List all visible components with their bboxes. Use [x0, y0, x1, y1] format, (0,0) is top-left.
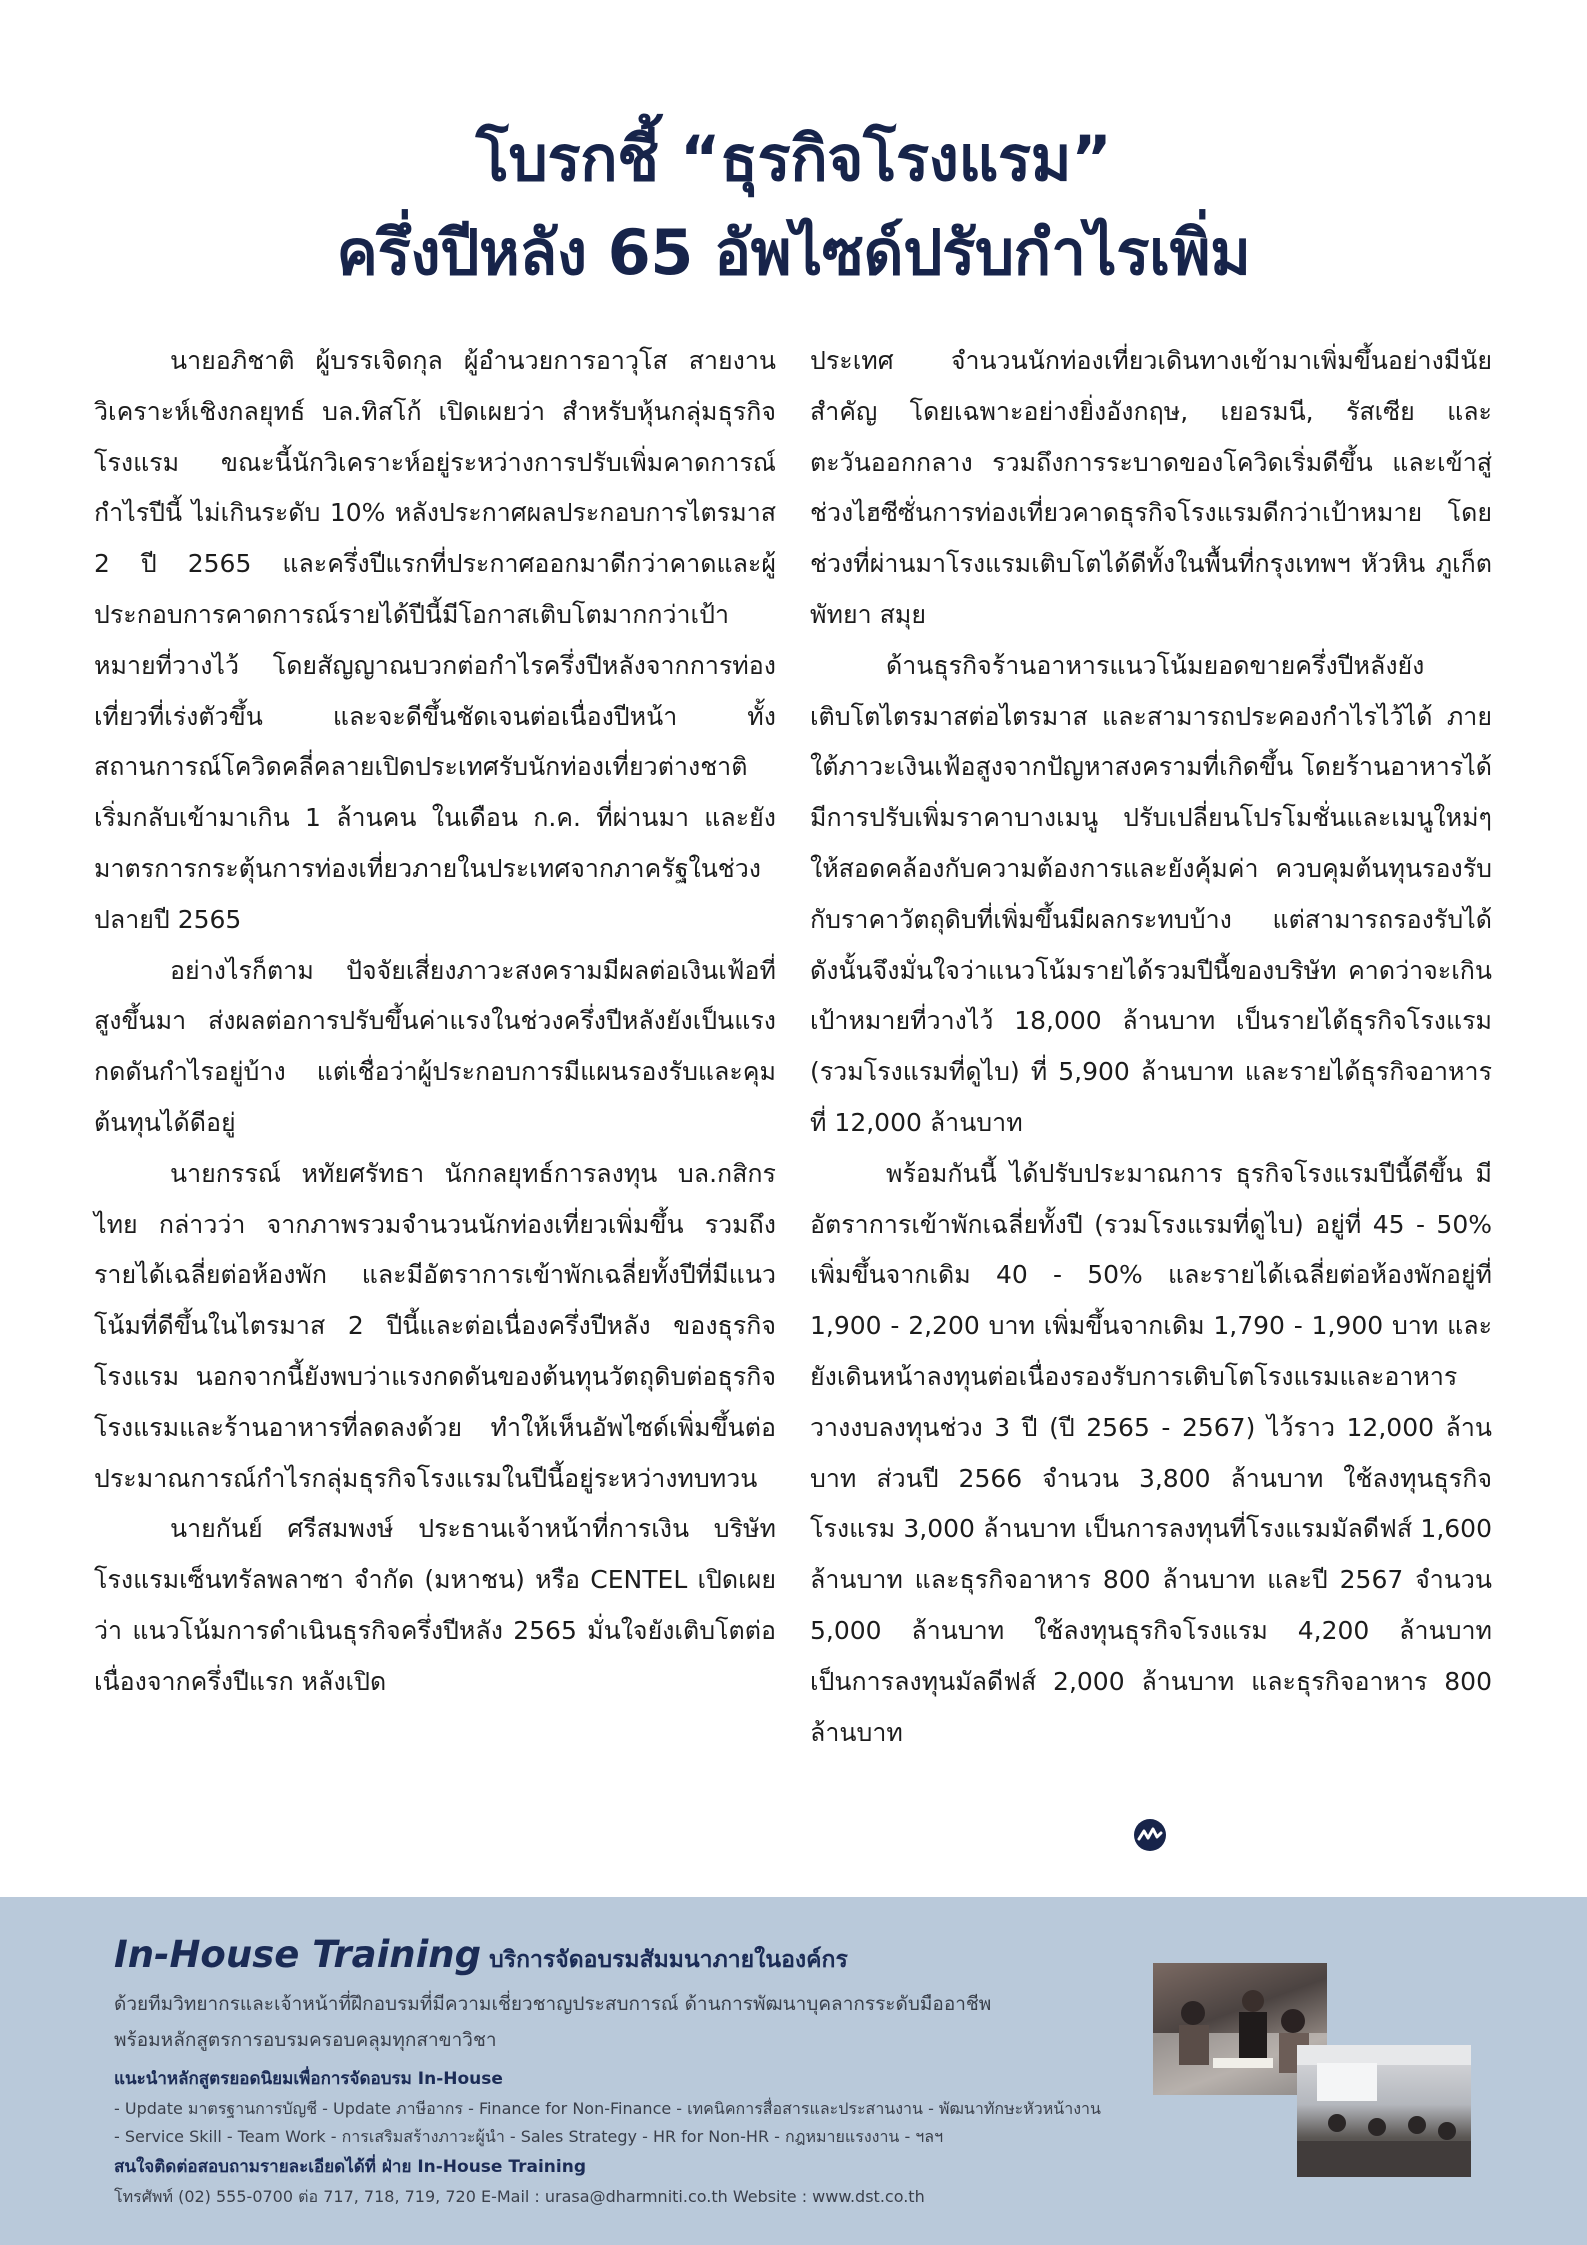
left-column — [94, 336, 776, 1856]
paragraph: ประเทศ จำนวนนักท่องเที่ยวเดินทางเข้ามาเพิ่มขึ้นอย่างมีนัยสำคัญ โดยเฉพาะอย่างยิ่งอังกฤษ, เยอรมนี, รัสเซีย และตะวันออกกลาง รวมถึงการระบาดของโควิดเริ่มดีขึ้น และเข้าสู่ช่วงไฮซีซั่นการท่องเที่ยวคาดธุรกิจโรงแรมดีกว่าเป้าหมาย โดยช่วงที่ผ่านมาโรงแรมเติบโตได้ดีทั้งในพื้นที่กรุงเทพฯ หัวหิน ภูเก็ต พัทยา สมุย — [810, 346, 1492, 629]
paragraph: พร้อมกันนี้ ได้ปรับประมาณการ ธุรกิจโรงแรมปีนี้ดีขึ้น มีอัตราการเข้าพักเฉลี่ยทั้งปี (รวมโรงแรมที่ดูไบ) อยู่ที่ 45 - 50% เพิ่มขึ้นจากเดิม 40 - 50% และรายได้เฉลี่ยต่อห้องพักอยู่ที่ 1,900 - 2,200 บาท เพิ่มขึ้นจากเดิม 1,790 - 1,900 บาท และยังเดินหน้าลงทุนต่อเนื่องรองรับการเติบโตโรงแรมและอาหาร วางงบลงทุนช่วง 3 ปี (ปี 2565 - 2567) ไว้ราว 12,000 ล้านบาท ส่วนปี 2566 จำนวน 3,800 ล้านบาท ใช้ลงทุนธุรกิจโรงแรม 3,000 ล้านบาท เป็นการลงทุนที่โรงแรมมัลดีฟส์ 1,600 ล้านบาท และธุรกิจอาหาร 800 ล้านบาท และปี 2567 จำนวน 5,000 ล้านบาท ใช้ลงทุนธุรกิจโรงแรม 4,200 ล้านบาท เป็นการลงทุนมัลดีฟส์ 2,000 ล้านบาท และธุรกิจอาหาร 800 ล้านบาท — [810, 1158, 1492, 1747]
banner-description-2: พร้อมหลักสูตรการอบรมครอบคลุมทุกสาขาวิชา — [114, 2029, 497, 2051]
course-list-2: - Service Skill - Team Work - การเสริมสร้างภาวะผู้นำ - Sales Strategy - HR for Non-HR - กฎหมายแรงงาน - ฯลฯ — [114, 2127, 944, 2146]
seminar-room-photo — [1297, 2045, 1471, 2177]
contact-info: โทรศัพท์ (02) 555-0700 ต่อ 717, 718, 719, 720 E-Mail : urasa@dharmniti.co.th Website : www.dst.co.th — [114, 2187, 925, 2206]
paragraph: ด้านธุรกิจร้านอาหารแนวโน้มยอดขายครึ่งปีหลังยังเติบโตไตรมาสต่อไตรมาส และสามารถประคองกำไรไว้ได้ ภายใต้ภาวะเงินเฟ้อสูงจากปัญหาสงครามที่เกิดขึ้น โดยร้านอาหารได้มีการปรับเพิ่มราคาบางเมนู ปรับเปลี่ยนโปรโมชั่นและเมนูใหม่ๆ ให้สอดคล้องกับความต้องการและยังคุ้มค่า ควบคุมต้นทุนรองรับกับราคาวัตถุดิบที่เพิ่มขึ้นมีผลกระทบบ้าง แต่สามารถรองรับได้ ดังนั้นจึงมั่นใจว่าแนวโน้มรายได้รวมปีนี้ของบริษัท คาดว่าจะเกินเป้าหมายที่วางไว้ 18,000 ล้านบาท เป็นรายได้ธุรกิจโรงแรม (รวมโรงแรมที่ดูไบ) ที่ 5,900 ล้านบาท และรายได้ธุรกิจอาหารที่ 12,000 ล้านบาท — [810, 650, 1492, 1137]
banner-subtitle: บริการจัดอบรมสัมมนาภายในองค์กร — [489, 1947, 848, 1973]
banner-brand: In-House Training — [114, 1933, 482, 1976]
paragraph: นายอภิชาติ ผู้บรรเจิดกุล ผู้อำนวยการอาวุโส สายงานวิเคราะห์เชิงกลยุทธ์ บล.ทิสโก้ เปิดเผยว่า สำหรับหุ้นกลุ่มธุรกิจโรงแรม ขณะนี้นักวิเคราะห์อยู่ระหว่างการปรับเพิ่มคาดการณ์กำไรปีนี้ ไม่เกินระดับ 10% หลังประกาศผลประกอบการไตรมาส 2 ปี 2565 และครึ่งปีแรกที่ประกาศออกมาดีกว่าคาดและผู้ประกอบการคาดการณ์รายได้ปีนี้มีโอกาสเติบโตมากกว่าเป้าหมายที่วางไว้ โดยสัญญาณบวกต่อกำไรครึ่งปีหลังจากการท่องเที่ยวที่เร่งตัวขึ้น และจะดีขึ้นชัดเจนต่อเนื่องปีหน้า ทั้งสถานการณ์โควิดคลี่คลายเปิดประเทศรับนักท่องเที่ยวต่างชาติ เริ่มกลับเข้ามาเกิน 1 ล้านคน ในเดือน ก.ค. ที่ผ่านมา และยังมาตรการกระตุ้นการท่องเที่ยวภายในประเทศจากภาครัฐในช่วงปลายปี 2565 — [94, 346, 776, 934]
banner-heading — [114, 1933, 848, 1978]
right-column — [810, 336, 1492, 1856]
banner-description-1: ด้วยทีมวิทยากรและเจ้าหน้าที่ฝึกอบรมที่มีความเชี่ยวชาญประสบการณ์ ด้านการพัฒนาบุคลากรระดับมืออาชีพ — [114, 1993, 992, 2015]
title-line-1: โบรกชี้ “ธุรกิจโรงแรม” — [475, 122, 1112, 195]
paragraph: นายกรรณ์ หทัยศรัทธา นักกลยุทธ์การลงทุน บล.กสิกรไทย กล่าวว่า จากภาพรวมจำนวนนักท่องเที่ยวเพิ่มขึ้น รวมถึงรายได้เฉลี่ยต่อห้องพัก และมีอัตราการเข้าพักเฉลี่ยทั้งปีที่มีแนวโน้มที่ดีขึ้นในไตรมาส 2 ปีนี้และต่อเนื่องครึ่งปีหลัง ของธุรกิจโรงแรม นอกจากนี้ยังพบว่าแรงกดดันของต้นทุนวัตถุดิบต่อธุรกิจโรงแรมและร้านอาหารที่ลดลงด้วย ทำให้เห็นอัพไซด์เพิ่มขึ้นต่อประมาณการณ์กำไรกลุ่มธุรกิจโรงแรมในปีนี้อยู่ระหว่างทบทวน — [94, 1158, 776, 1493]
title-line-2: ครึ่งปีหลัง 65 อัพไซด์ปรับกำไรเพิ่ม — [336, 216, 1251, 289]
recommend-heading: แนะนำหลักสูตรยอดนิยมเพื่อการจัดอบรม In-House — [114, 2069, 503, 2089]
article-body — [94, 336, 1492, 1856]
paragraph: อย่างไรก็ตาม ปัจจัยเสี่ยงภาวะสงครามมีผลต่อเงินเฟ้อที่สูงขึ้นมา ส่งผลต่อการปรับขึ้นค่าแรงในช่วงครึ่งปีหลังยังเป็นแรงกดดันกำไรอยู่บ้าง แต่เชื่อว่าผู้ประกอบการมีแผนรองรับและคุมต้นทุนได้ดีอยู่ — [94, 955, 776, 1137]
article-title — [0, 112, 1587, 300]
course-list-1: - Update มาตรฐานการบัญชี - Update ภาษีอากร - Finance for Non-Finance - เทคนิคการสื่อสารและประสานงาน - พัฒนาทักษะหัวหน้างาน — [114, 2099, 1101, 2118]
contact-heading: สนใจติดต่อสอบถามรายละเอียดได้ที่ ฝ่าย In-House Training — [114, 2157, 586, 2177]
article-end-icon — [1133, 1818, 1167, 1852]
paragraph: นายกันย์ ศรีสมพงษ์ ประธานเจ้าหน้าที่การเงิน บริษัท โรงแรมเซ็นทรัลพลาซา จำกัด (มหาชน) หรือ CENTEL เปิดเผยว่า แนวโน้มการดำเนินธุรกิจครึ่งปีหลัง 2565 มั่นใจยังเติบโตต่อเนื่องจากครึ่งปีแรก หลังเปิด — [94, 1514, 776, 1696]
in-house-training-banner — [0, 1897, 1587, 2245]
